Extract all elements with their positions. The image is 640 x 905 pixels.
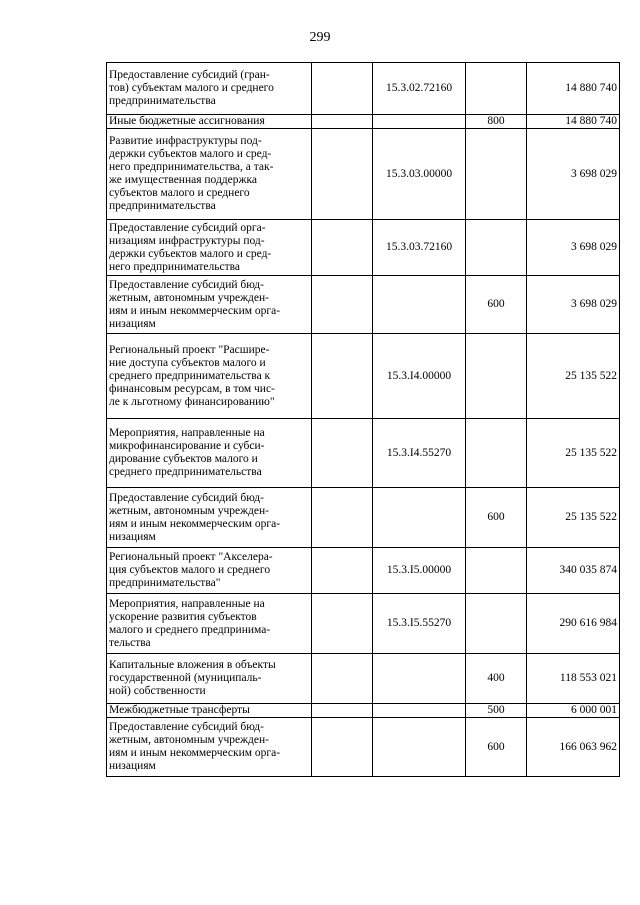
row-empty-cell [312,276,373,334]
page-number: 299 [309,30,331,45]
row-code-cell: 15.3.I4.55270 [373,419,466,488]
row-empty-cell [312,63,373,115]
row-name-cell: Предоставление субсидий бюд- жетным, автономным учрежден- иям и иным некоммерческим орга- низациям [107,488,312,548]
row-amount-cell: 290 616 984 [527,594,620,654]
row-code-cell [373,704,466,718]
table-row [107,419,620,488]
row-amount-cell: 3 698 029 [527,220,620,276]
row-code-cell: 15.3.I5.00000 [373,548,466,594]
row-type-cell [466,63,527,115]
row-name-cell: Предоставление субсидий бюд- жетным, автономным учрежден- иям и иным некоммерческим орга- низациям [107,276,312,334]
row-empty-cell [312,548,373,594]
table-row [107,276,620,334]
row-code-cell: 15.3.I5.55270 [373,594,466,654]
row-code-cell: 15.3.02.72160 [373,63,466,115]
row-type-cell [466,220,527,276]
row-type-cell: 400 [466,654,527,704]
row-name-cell: Межбюджетные трансферты [107,704,312,718]
row-amount-cell: 3 698 029 [527,276,620,334]
row-code-cell [373,718,466,777]
row-empty-cell [312,704,373,718]
row-amount-cell: 25 135 522 [527,488,620,548]
row-name-cell: Предоставление субсидий (гран- тов) субъектам малого и среднего предпринимательства [107,63,312,115]
row-name-cell: Региональный проект "Акселера- ция субъектов малого и среднего предпринимательства" [107,548,312,594]
row-code-cell: 15.3.I4.00000 [373,334,466,419]
row-empty-cell [312,115,373,129]
table-row [107,594,620,654]
table-row [107,488,620,548]
row-empty-cell [312,594,373,654]
row-type-cell [466,419,527,488]
row-code-cell [373,654,466,704]
row-amount-cell: 14 880 740 [527,115,620,129]
row-amount-cell: 118 553 021 [527,654,620,704]
table-row [107,704,620,718]
budget-table-body [107,63,620,777]
table-row [107,718,620,777]
table-row [107,129,620,220]
row-amount-cell: 6 000 001 [527,704,620,718]
row-amount-cell: 3 698 029 [527,129,620,220]
row-code-cell [373,488,466,548]
row-type-cell: 600 [466,276,527,334]
table-row [107,63,620,115]
row-amount-cell: 340 035 874 [527,548,620,594]
row-code-cell: 15.3.03.72160 [373,220,466,276]
row-empty-cell [312,129,373,220]
row-name-cell: Предоставление субсидий бюд- жетным, автономным учрежден- иям и иным некоммерческим орга- низациям [107,718,312,777]
row-type-cell [466,129,527,220]
row-name-cell: Мероприятия, направленные на ускорение развития субъектов малого и среднего предпринима- тельства [107,594,312,654]
row-empty-cell [312,334,373,419]
table-row [107,654,620,704]
table-row [107,220,620,276]
row-amount-cell: 14 880 740 [527,63,620,115]
row-code-cell: 15.3.03.00000 [373,129,466,220]
row-amount-cell: 25 135 522 [527,419,620,488]
row-type-cell: 500 [466,704,527,718]
row-type-cell [466,334,527,419]
row-empty-cell [312,654,373,704]
row-name-cell: Иные бюджетные ассигнования [107,115,312,129]
row-empty-cell [312,718,373,777]
table-row [107,334,620,419]
row-name-cell: Мероприятия, направленные на микрофинансирование и субси- дирование субъектов малого и среднего предпринимательства [107,419,312,488]
row-name-cell: Предоставление субсидий орга- низациям инфраструктуры под- держки субъектов малого и сред- него предпринимательства [107,220,312,276]
table-row [107,115,620,129]
table-row [107,548,620,594]
row-amount-cell: 166 063 962 [527,718,620,777]
row-amount-cell: 25 135 522 [527,334,620,419]
row-empty-cell [312,419,373,488]
row-type-cell: 600 [466,488,527,548]
row-empty-cell [312,488,373,548]
row-name-cell: Развитие инфраструктуры под- держки субъектов малого и сред- него предпринимательства, а так- же имущественная поддержка субъектов малого и среднего предпринимательства [107,129,312,220]
row-type-cell [466,548,527,594]
row-type-cell: 800 [466,115,527,129]
row-type-cell: 600 [466,718,527,777]
row-type-cell [466,594,527,654]
row-code-cell [373,276,466,334]
row-empty-cell [312,220,373,276]
row-name-cell: Капитальные вложения в объекты государственной (муниципаль- ной) собственности [107,654,312,704]
budget-table [106,62,620,777]
row-code-cell [373,115,466,129]
row-name-cell: Региональный проект "Расшире- ние доступа субъектов малого и среднего предпринимательства к финансовым ресурсам, в том чис- ле к льготному финансированию" [107,334,312,419]
